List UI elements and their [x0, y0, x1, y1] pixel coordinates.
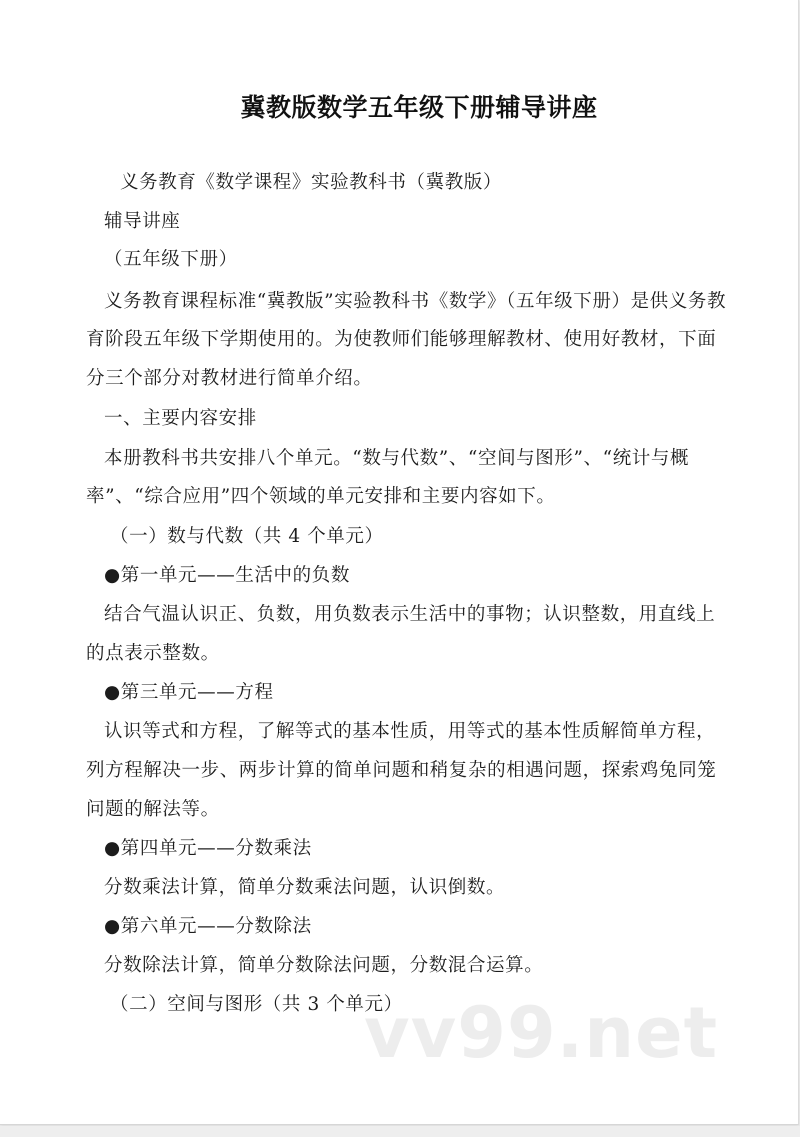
text-line: 问题的解法等。 — [86, 799, 220, 820]
text-line: 率”、“综合应用”四个领域的单元安排和主要内容如下。 — [86, 486, 556, 507]
text-line: 本册教科书共安排八个单元。“数与代数”、“空间与图形”、“统计与概 — [104, 448, 690, 469]
text-line: 分三个部分对教材进行简单介绍。 — [86, 368, 373, 389]
text-line: 结合气温认识正、负数，用负数表示生活中的事物；认识整数，用直线上 — [104, 604, 716, 625]
unit-heading: ●第一单元——生活中的负数 — [104, 565, 350, 586]
unit-heading: ●第四单元——分数乘法 — [104, 838, 312, 859]
text-line: 列方程解决一步、两步计算的简单问题和稍复杂的相遇问题，探索鸡兔同笼 — [86, 760, 717, 781]
section-heading: 一、主要内容安排 — [104, 408, 257, 429]
subsection-heading: （二）空间与图形（共 3 个单元） — [110, 994, 403, 1015]
page-bottom-edge — [0, 1126, 800, 1137]
text-line: 分数乘法计算，简单分数乘法问题，认识倒数。 — [104, 877, 506, 898]
text-line: 认识等式和方程，了解等式的基本性质，用等式的基本性质解简单方程， — [104, 721, 716, 742]
text-line: 辅导讲座 — [104, 211, 181, 232]
text-line: 的点表示整数。 — [86, 643, 220, 664]
text-line: （五年级下册） — [104, 249, 238, 270]
text-line: 义务教育《数学课程》实验教科书（冀教版） — [120, 172, 503, 193]
text-line: 育阶段五年级下学期使用的。为使教师们能够理解教材、使用好教材，下面 — [86, 329, 717, 350]
unit-heading: ●第六单元——分数除法 — [104, 916, 312, 937]
unit-heading: ●第三单元——方程 — [104, 682, 274, 703]
watermark: vv99.net — [364, 992, 719, 1074]
document-title: 冀教版数学五年级下册辅导讲座 — [240, 93, 598, 122]
text-line: 分数除法计算，简单分数除法问题，分数混合运算。 — [104, 955, 544, 976]
subsection-heading: （一）数与代数（共 4 个单元） — [110, 526, 384, 547]
text-line: 义务教育课程标准“冀教版”实验教科书《数学》（五年级下册）是供义务教 — [104, 291, 727, 312]
